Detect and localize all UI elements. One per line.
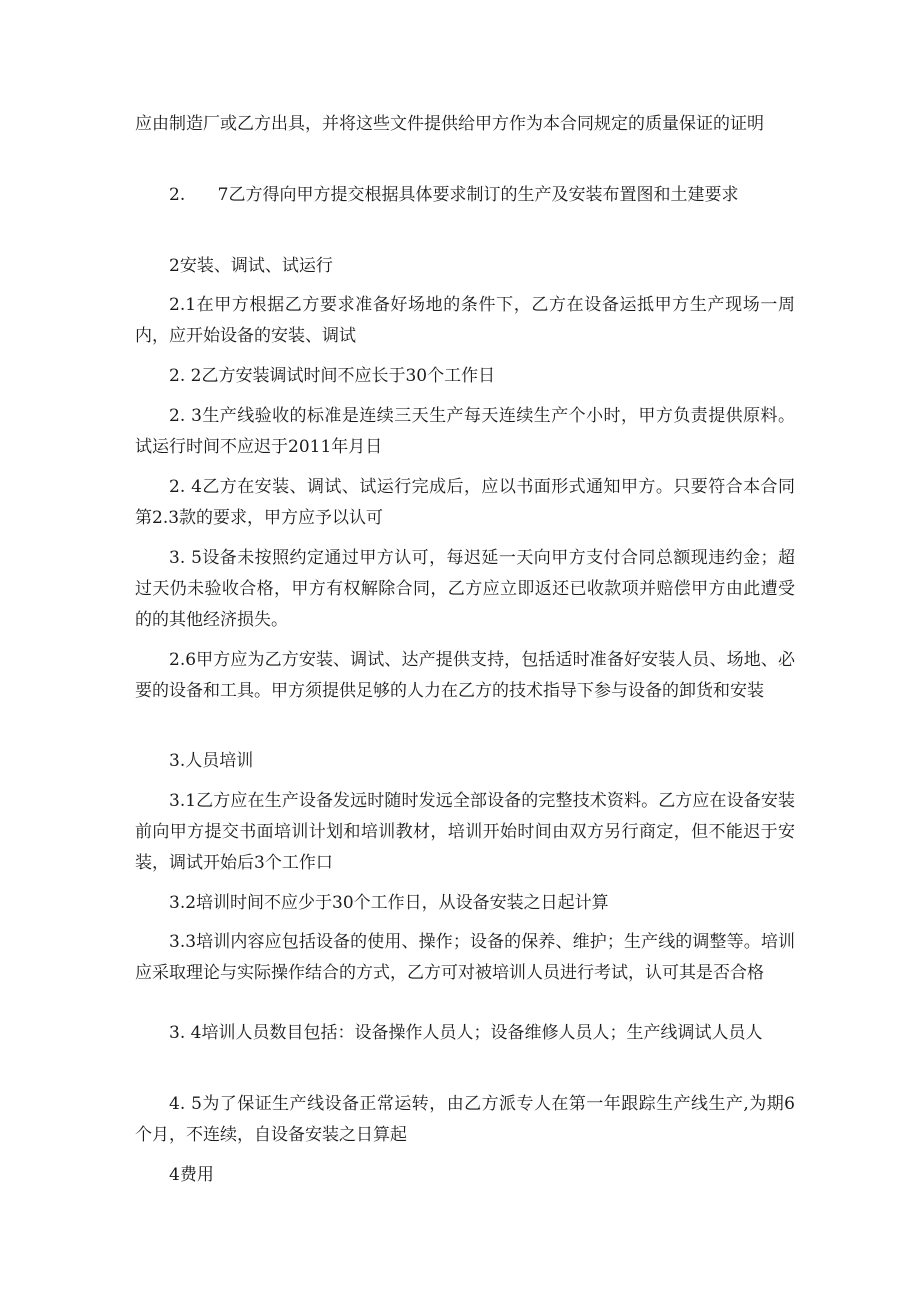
- paragraph-3-5: 3. 5设备未按照约定通过甲方认可，每迟延一天向甲方支付合同总额现违约金；超过天仍未验收合格，甲方有权解除合同，乙方应立即返还已收款项并赔偿甲方由此遭受的的其他经济损失。: [135, 548, 795, 630]
- section-heading-2: 2安装、调试、试运行: [169, 256, 333, 276]
- paragraph-3-1: 3.1乙方应在生产设备发远时随时发远全部设备的完整技术资料。乙方应在设备安装前向甲方提交书面培训计划和培训教材，培训开始时间由双方另行商定，但不能迟于安装，调试开始后3个工作口: [135, 791, 795, 873]
- paragraph-3-4: 3. 4培训人员数目包括：设备操作人员人；设备维修人员人；生产线调试人员人: [169, 1023, 763, 1043]
- paragraph-3-3: 3.3培训内容应包括设备的使用、操作；设备的保养、维护；生产线的调整等。培训应采取理论与实际操作结合的方式，乙方可对被培训人员进行考试，认可其是否合格: [135, 932, 795, 983]
- section-heading-4: 4费用: [169, 1165, 214, 1185]
- paragraph-2-1: 2.1在甲方根据乙方要求准备好场地的条件下，乙方在设备运抵甲方生产现场一周内，应开始设备的安装、调试: [135, 295, 795, 346]
- paragraph-2-7: 2. 7乙方得向甲方提交根据具体要求制订的生产及安装布置图和土建要求: [169, 185, 739, 205]
- section-heading-3: 3.人员培训: [169, 751, 254, 771]
- paragraph-continuation: 应由制造厂或乙方出具，并将这些文件提供给甲方作为本合同规定的质量保证的证明: [135, 114, 764, 134]
- paragraph-2-2: 2. 2乙方安装调试时间不应长于30个工作日: [169, 366, 496, 386]
- paragraph-2-6: 2.6甲方应为乙方安装、调试、达产提供支持，包括适时准备好安装人员、场地、必要的设备和工具。甲方须提供足够的人力在乙方的技术指导下参与设备的卸货和安装: [135, 650, 795, 701]
- paragraph-2-3: 2. 3生产线验收的标准是连续三天生产每天连续生产个小时，甲方负责提供原料。试运行时间不应迟于2011年月日: [135, 406, 795, 457]
- paragraph-3-2: 3.2培训时间不应少于30个工作日，从设备安装之日起计算: [169, 893, 609, 913]
- paragraph-2-4: 2. 4乙方在安装、调试、试运行完成后，应以书面形式通知甲方。只要符合本合同第2.3款的要求，甲方应予以认可: [135, 477, 795, 528]
- paragraph-4-5: 4. 5为了保证生产线设备正常运转，由乙方派专人在第一年跟踪生产线生产,为期6个月，不连续，自设备安装之日算起: [135, 1094, 795, 1145]
